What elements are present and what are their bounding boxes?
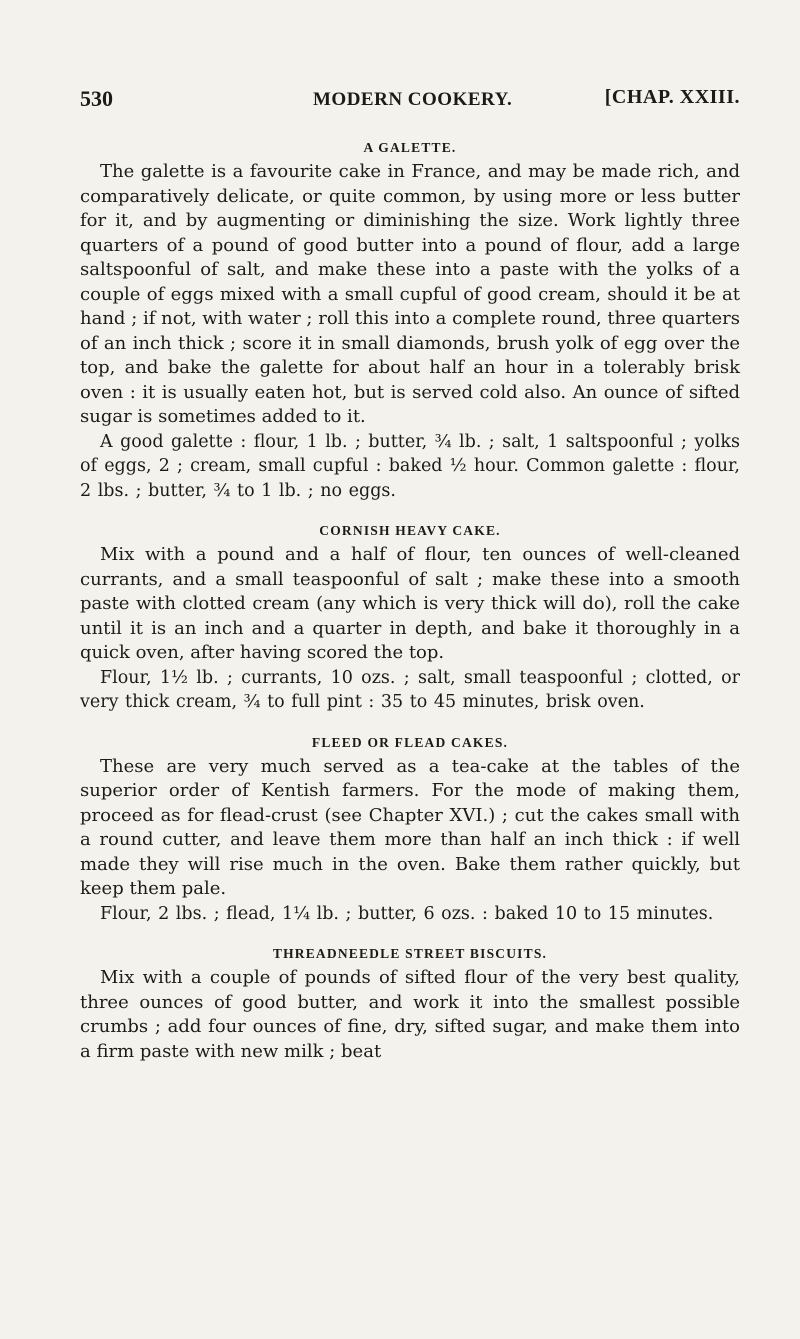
galette-instructions: The galette is a favourite cake in France, and may be made rich, and comparatively delicate, or quite common, by using more or less butter for it, and by augmenting or diminishing the size. Work lightly three quarters of a pound of good butter into a pound of flour, add a large saltspoonful of salt, and make these into a paste with the yolks of a couple of eggs mixed with a small cupful of good cream, should it be at hand ; if not, with water ; roll this into a complete round, three quarters of an inch thick ; score it in small diamonds, brush yolk of egg over the top, and bake the galette for about half an hour in a tolerably brisk oven : it is usually eaten hot, but is served cold also. An ounce of sifted sugar is sometimes added to it. (80, 161, 740, 427)
page-number: 530 (80, 86, 113, 111)
cornish-cake-instructions: Mix with a pound and a half of flour, ten ounces of well-cleaned currants, and a small teaspoonful of salt ; make these into a smooth paste with clotted cream (any which is very thick will do), roll the cake until it is an inch and a quarter in depth, and bake it thoroughly in a quick oven, after having scored the top. (80, 544, 740, 663)
book-title: MODERN COOKERY. (313, 89, 513, 110)
threadneedle-biscuits-instructions: Mix with a couple of pounds of sifted flour of the very best quality, three ounces of good butter, and work it into the smallest possible crumbs ; add four ounces of fine, dry, sifted sugar, and make them into a firm paste with new milk ; beat (80, 967, 740, 1062)
galette-ingredients: A good galette : flour, 1 lb. ; butter, ¾ lb. ; salt, 1 saltspoonful ; yolks of eggs, 2 ; cream, small cupful : baked ½ hour. Common galette : flour, 2 lbs. ; butter, ¾ to 1 lb. ; no eggs. (80, 431, 740, 501)
flead-cakes-ingredients: Flour, 2 lbs. ; flead, 1¼ lb. ; butter, 6 ozs. : baked 10 to 15 minutes. (100, 903, 714, 924)
book-page (80, 86, 740, 1064)
section-heading-threadneedle-biscuits: THREADNEEDLE STREET BISCUITS. (272, 946, 548, 961)
flead-cakes-instructions: These are very much served as a tea-cake at the tables of the superior order of Kentish farmers. For the mode of making them, proceed as for flead-crust (see Chapter XVI.) ; cut the cakes small with a round cutter, and leave them more than half an inch thick : if well made they will rise much in the oven. Bake them rather quickly, but keep them pale. (80, 755, 740, 899)
section-heading-galette: A GALETTE. (363, 140, 457, 155)
chapter-reference: [CHAP. XXIII. (604, 86, 740, 108)
section-heading-flead-cakes: FLEED OR FLEAD CAKES. (311, 734, 509, 750)
running-head (80, 86, 740, 126)
section-heading-cornish-heavy-cake: CORNISH HEAVY CAKE. (319, 523, 501, 538)
cornish-cake-ingredients: Flour, 1½ lb. ; currants, 10 ozs. ; salt, small teaspoonful ; clotted, or very thick cream, ¾ to full pint : 35 to 45 minutes, brisk oven. (80, 667, 740, 712)
